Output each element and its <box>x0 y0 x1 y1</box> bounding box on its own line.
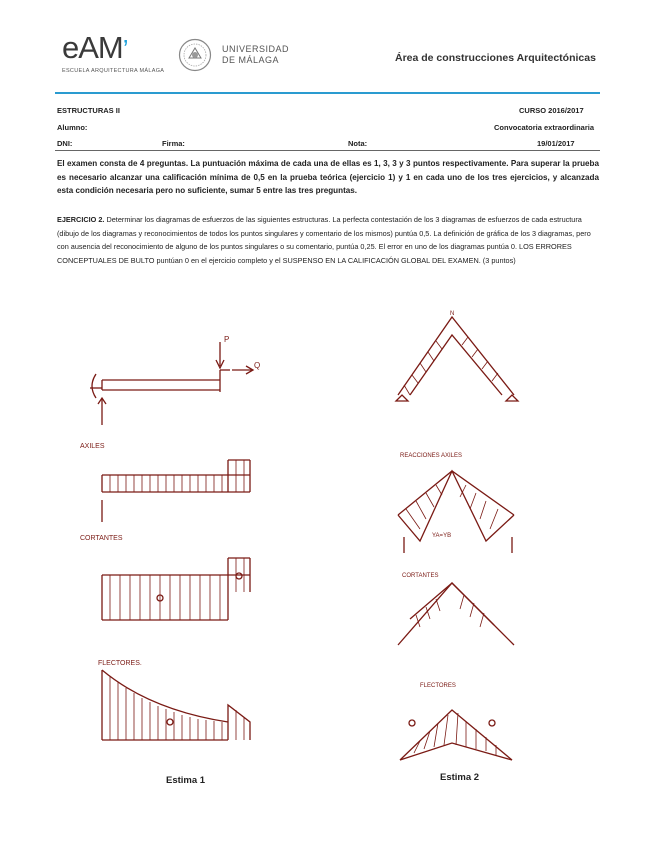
cantilever-structure <box>90 342 253 425</box>
right-shear-diagram <box>398 583 514 645</box>
caption-estima-1: Estima 1 <box>166 775 206 786</box>
cortantes-label: CORTANTES <box>80 535 123 542</box>
reacciones-label: REACCIONES AXILES <box>400 453 463 459</box>
apex-label: N <box>450 311 455 317</box>
right-cortantes-label: CORTANTES <box>402 573 439 579</box>
load-q-label: Q <box>254 361 261 370</box>
university-name: UNIVERSIDAD DE MÁLAGA <box>222 44 290 65</box>
axiles-label: AXILES <box>80 443 105 450</box>
eam-logo-subtitle: ESCUELA ARQUITECTURA MÁLAGA <box>62 68 165 74</box>
gable-frame <box>396 317 518 401</box>
right-flectores-label: FLECTORES <box>420 683 456 689</box>
right-structure-sketches <box>390 305 540 775</box>
call-type: Convocatoria extraordinaria <box>494 123 595 132</box>
grade-label: Nota: <box>348 139 368 148</box>
course: CURSO 2016/2017 <box>519 106 584 115</box>
caption-estima-2: Estima 2 <box>440 772 480 783</box>
load-p-label: P <box>224 335 230 344</box>
left-structure-sketches <box>60 330 275 770</box>
right-bending-diagram <box>400 710 512 760</box>
info-divider <box>55 150 600 151</box>
exercise-statement: EJERCICIO 2. Determinar los diagramas de esfuerzos de las siguientes estructuras. La perfecta contestación de los 3 diagramas de esfuerzos de cada estructura (dibujo de los diagramas y reconocimientos de todos los puntos singulares y comentario de los mismos) puntúa 0,5. La definición de gráfica de los 3 diagramas, pero con ausencia del reconocimiento de alguno de los puntos singulares o su comentario, puntúa 0,25. El error en uno de los diagramas puntúa 0. LOS ERRORES CONCEPTUALES DE BULTO puntúan 0 en el ejercicio completo y el SUSPENSO EN LA CALIFICACIÓN GLOBAL DEL EXAMEN. (3 puntos) <box>57 215 591 265</box>
area-title: Área de construcciones Arquitectónicas <box>395 52 596 64</box>
header-divider <box>55 92 600 94</box>
axial-diagram <box>102 460 250 522</box>
reactions-diagram <box>398 471 514 553</box>
student-label: Alumno: <box>57 123 88 132</box>
eam-logo: eAM’ <box>62 30 128 65</box>
exam-date: 19/01/2017 <box>537 139 575 148</box>
exam-instructions: El examen consta de 4 preguntas. La puntuación máxima de cada una de ellas es 1, 3, 3 y 3 puntos respectivamente. Para superar la prueba es necesario alcanzar una calificación mínima de 0,5 en la prueba teórica (ejercicio 1) y 1 en cada uno de los tres ejercicios, y alcanzada esta condición necesaria pero no suficiente, sumar 5 entre las tres preguntas. <box>57 159 599 195</box>
dni-label: DNI: <box>57 139 73 148</box>
subject: ESTRUCTURAS II <box>57 106 120 115</box>
signature-label: Firma: <box>162 139 185 148</box>
university-seal-icon <box>178 38 212 72</box>
flectores-label: FLECTORES. <box>98 660 142 667</box>
equality-label: YA=YB <box>432 533 452 539</box>
shear-diagram <box>102 558 250 620</box>
bending-diagram <box>102 670 250 740</box>
